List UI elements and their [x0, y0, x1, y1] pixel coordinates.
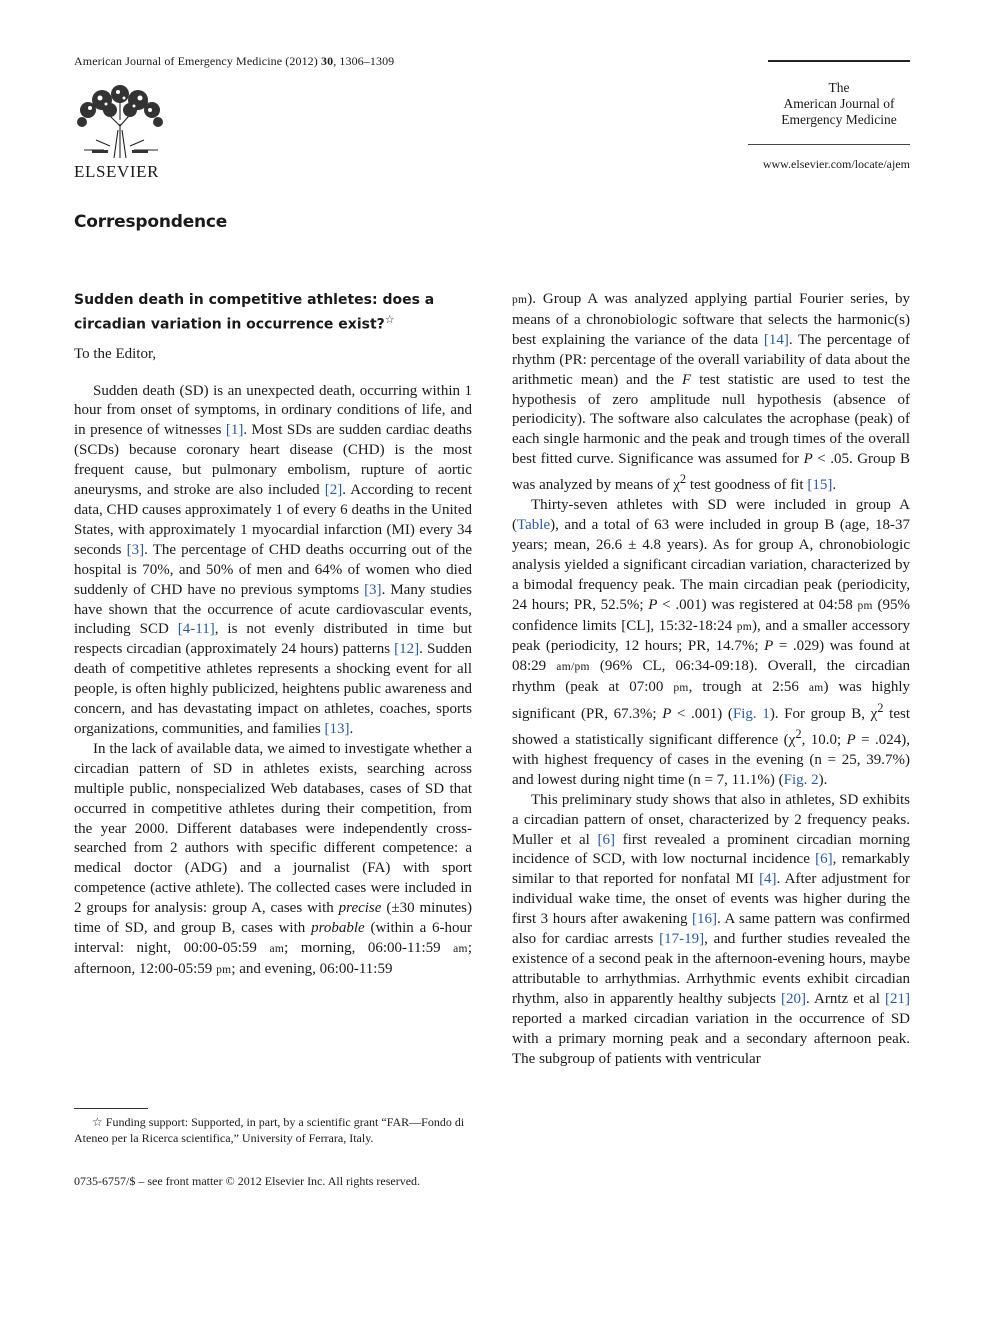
- figure-link[interactable]: Fig. 2: [783, 771, 819, 788]
- journal-url[interactable]: www.elsevier.com/locate/ajem: [762, 157, 910, 171]
- ref-link[interactable]: [4-11]: [177, 621, 215, 638]
- journal-logo-bottom-rule: [748, 144, 910, 145]
- title-footnote-mark[interactable]: ☆: [384, 313, 395, 326]
- ref-link[interactable]: [15]: [807, 477, 833, 494]
- publisher-name: ELSEVIER: [74, 162, 160, 181]
- paragraph-4: This preliminary study shows that also in athletes, SD exhibits a circadian pattern of onset, characterized by 2 frequency peaks. Muller et al [6] first revealed a prominent circadian morning incidence of SCD, with low nocturnal incidence [6], remarkably similar to that reported for nonfatal MI [4]. After adjustment for individual wake time, the onset of events was higher during the first 3 hours after awakening [16]. A same pattern was confirmed also for cardiac arrests [17-19], and further studies revealed the existence of a second peak in the afternoon-evening hours, maybe attributable to arrhythmias. Arrhythmic events exhibit circadian rhythm, also in apparently healthy subjects [20]. Arntz et al [21] reported a marked circadian variation in the occurrence of SD with a primary morning peak and a secondary afternoon peak. The subgroup of patients with ventricular: [512, 791, 910, 1067]
- paragraph-1: Sudden death (SD) is an unexpected death, occurring within 1 hour from onset of symptoms, in ordinary conditions of life, and in presence of witnesses [1]. Most SDs are sudden cardiac deaths (SCDs) because coronary heart disease (CHD) is the most frequent cause, but pulmonary embolism, rupture of aortic aneurysms, and stroke are also included [2]. According to recent data, CHD causes approximately 1 of every 6 deaths in the United States, with approximately 1 myocardial infarction (MI) every 34 seconds [3]. The percentage of CHD deaths occurring out of the hospital is 70%, and 50% of men and 64% of women who died suddenly of CHD have no previous symptoms [3]. Many studies have shown that the occurrence of acute cardiovascular events, including SCD [4-11], is not evenly distributed in time but respects circadian (approximately 24 hours) patterns [12]. Sudden death of competitive athletes represents a shocking event for all people, is often highly publicized, heightens public awareness and concern, and has devastating impact on athletes, coaches, sports organizations, communities, and families [13].: [74, 382, 472, 737]
- ref-link[interactable]: [20]: [781, 990, 807, 1007]
- journal-logo-top-rule: [768, 60, 910, 62]
- paragraph-3: Thirty-seven athletes with SD were included in group A (Table), and a total of 63 were included in group B (age, 18-37 years; mean, 26.6 ± 4.8 years). As for group A, chronobiologic analysis yielded a significant circadian variation, characterized by a bimodal frequency peak. The main circadian peak (periodicity, 24 hours; PR, 52.5%; P < .001) was registered at 04:58 pm (95% confidence limits [CL], 15:32-18:24 pm), and a smaller accessory peak (periodicity, 12 hours; PR, 14.7%; P = .029) was found at 08:29 am/pm (96% CL, 06:34-09:18). Overall, the circadian rhythm (peak at 07:00 pm, trough at 2:56 am) was highly significant (PR, 67.3%; P < .001) (Fig. 1). For group B, $\chi^2$ test showed a statistically significant difference ($\chi^2$, 10.0; P = .024), with highest frequency of cases in the evening (n = 25, 39.7%) and lowest during night time (n = 7, 11.1%) (Fig. 2).: [512, 497, 910, 788]
- ref-link[interactable]: [6]: [815, 851, 833, 868]
- section-title: Correspondence: [74, 212, 228, 232]
- ref-link[interactable]: [13]: [324, 720, 350, 737]
- journal-logo-line: The: [828, 80, 850, 95]
- ref-link[interactable]: [3]: [364, 581, 382, 598]
- footnote-mark: ☆: [92, 1115, 103, 1129]
- ref-link[interactable]: [4]: [759, 871, 777, 888]
- journal-citation: American Journal of Emergency Medicine (2012) 30, 1306–1309: [74, 54, 395, 68]
- copyright-line: 0735-6757/$ – see front matter © 2012 Elsevier Inc. All rights reserved.: [74, 1174, 421, 1188]
- figure-link[interactable]: Fig. 1: [732, 706, 770, 723]
- ref-link[interactable]: [3]: [126, 541, 145, 558]
- funding-footnote: ☆ Funding support: Supported, in part, by a scientific grant “FAR—Fondo di Ateneo per la Ricerca scientifica,” University of Ferrara, Italy.: [74, 1115, 465, 1145]
- left-column: [74, 290, 472, 981]
- ref-link[interactable]: [2]: [324, 482, 343, 499]
- paragraph-2-continued: pm). Group A was analyzed applying partial Fourier series, by means of a chronobiologic software that selects the harmonic(s) best explaining the variance of the data [14]. The percentage of rhythm (PR: percentage of the overall variability of data about the arithmetic mean) and the F test statistic are used to test the hypothesis of zero amplitude null hypothesis (absence of periodicity). The software also calculates the acrophase (peak) of each single harmonic and the peak and trough times of the overall best fitted curve. Significance was assumed for P < .05. Group B was analyzed by means of $\chi^2$ test goodness of fit [15].: [512, 291, 910, 494]
- paragraph-2: In the lack of available data, we aimed to investigate whether a circadian pattern of SD in athletes exists, searching across multiple public, nonspecialized Web databases, cases of SD that occurred in competitive athletes during their competition, from the year 2000. Different databases were independently cross-searched from 2 authors with specific different competence: a medical doctor (ADG) and a journalist (FA) with sport competence (active athlete). The collected cases were included in 2 groups for analysis: group A, cases with precise (±30 minutes) time of SD, and group B, cases with probable (within a 6-hour interval: night, 00:00-05:59 am; morning, 06:00-11:59 am; afternoon, 12:00-05:59 pm; and evening, 06:00-11:59: [74, 740, 472, 977]
- journal-logo-line: American Journal of: [783, 96, 895, 111]
- right-column: [512, 290, 910, 1069]
- ref-link[interactable]: [6]: [597, 831, 615, 848]
- ref-link[interactable]: [21]: [884, 990, 910, 1007]
- article-title: Sudden death in competitive athletes: does a circadian variation in occurrence exist?☆: [74, 292, 435, 333]
- elsevier-tree-logo: [74, 80, 166, 158]
- ref-link[interactable]: [14]: [763, 331, 789, 348]
- ref-link[interactable]: [1]: [225, 422, 244, 439]
- footnote-rule: [74, 1108, 148, 1109]
- salutation: To the Editor,: [74, 345, 157, 362]
- journal-logo-line: Emergency Medicine: [781, 112, 897, 127]
- ref-link[interactable]: [17-19]: [659, 931, 705, 948]
- ref-link[interactable]: [12]: [394, 641, 420, 658]
- ref-link[interactable]: [16]: [692, 911, 718, 928]
- table-link[interactable]: Table: [517, 516, 551, 533]
- journal-logo: [768, 80, 910, 128]
